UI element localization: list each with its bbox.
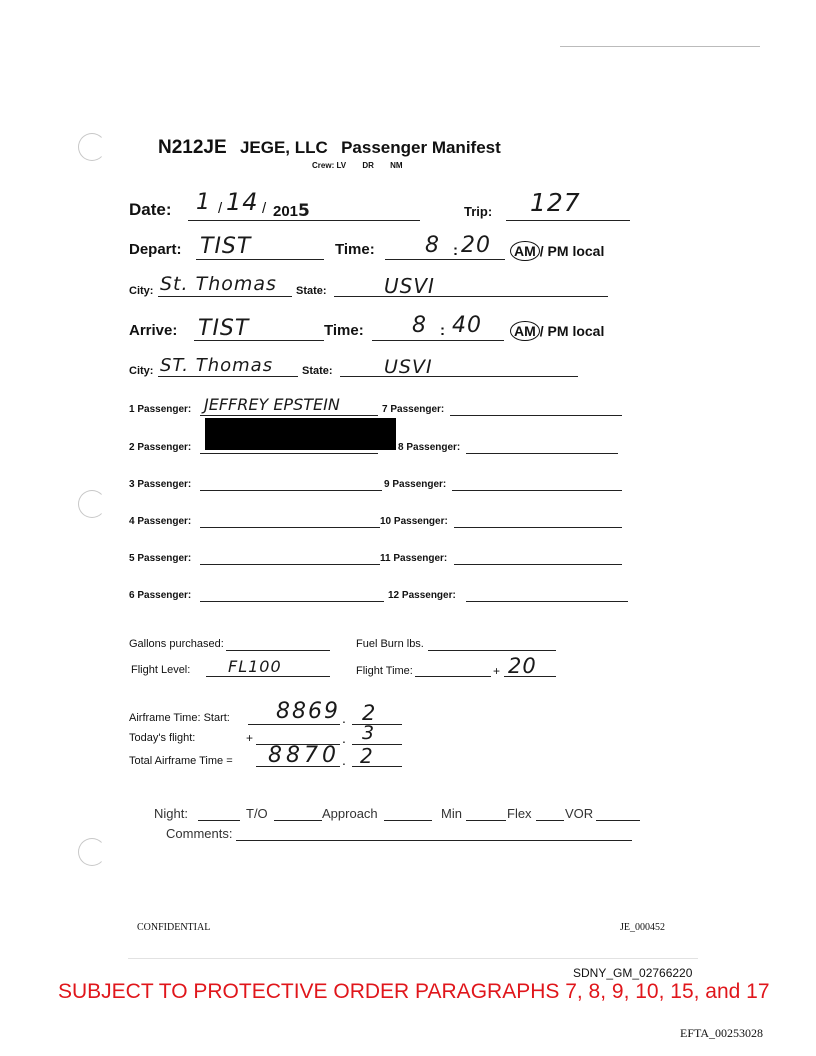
airframe-start-tenth: 2 [362, 701, 377, 725]
today-flight-label: Today's flight: [129, 732, 196, 744]
date-sep-2: / [262, 200, 267, 217]
passenger-12-label: 12 Passenger: [388, 590, 456, 601]
passenger-1-line [200, 415, 378, 416]
depart-airport: TIST [200, 234, 252, 259]
arrive-airport: TIST [198, 316, 250, 341]
airframe-start-label: Airframe Time: Start: [129, 712, 230, 724]
depart-city-line [158, 296, 292, 297]
depart-ampm-rest: / PM local [539, 243, 605, 259]
flight-time-plus: + [493, 664, 501, 678]
crew-member-1: LV [336, 161, 347, 170]
comments-line [236, 840, 632, 841]
passenger-6-line [200, 601, 384, 602]
depart-time-label: Time: [335, 241, 375, 258]
depart-ampm [510, 243, 604, 259]
total-airframe-dot: . [342, 752, 346, 768]
footer-scan-line [128, 958, 698, 959]
depart-city-value: St. Thomas [160, 273, 277, 295]
arrive-ampm-rest: / PM local [539, 323, 605, 339]
date-year [273, 201, 311, 221]
passenger-8-line [466, 453, 618, 454]
crew-label: Crew: [312, 161, 335, 170]
passenger-4-line [200, 527, 380, 528]
date-year-prefix: 201 [273, 203, 299, 220]
trip-label: Trip: [464, 204, 493, 219]
total-airframe-tenth: 2 [360, 744, 374, 768]
sdny-bates-number: SDNY_GM_02766220 [573, 966, 693, 980]
passenger-9-line [452, 490, 622, 491]
night-line [198, 820, 240, 821]
arrive-time-label: Time: [324, 322, 364, 339]
flight-time-line [415, 676, 491, 677]
tail-number: N212JE [158, 137, 227, 158]
passenger-11-label: 11 Passenger: [380, 553, 448, 564]
flight-level-value: FL100 [228, 657, 282, 676]
trip-line [506, 220, 630, 221]
flight-time-label: Flight Time: [356, 665, 413, 677]
airframe-start-dot: . [342, 710, 346, 726]
flight-level-label: Flight Level: [131, 664, 191, 676]
arrive-state-line [340, 376, 578, 377]
scan-top-line [560, 46, 760, 47]
arrive-colon: : [440, 322, 445, 339]
binder-hole-middle [78, 490, 106, 518]
arrive-state-label: State: [302, 365, 333, 377]
depart-city-label: City: [129, 285, 154, 297]
arrive-label: Arrive: [129, 322, 178, 339]
crew-line [312, 161, 403, 170]
depart-am-circled: AM [510, 241, 540, 261]
depart-label: Depart: [129, 241, 182, 258]
flight-level-line [206, 676, 330, 677]
airframe-start-line [248, 724, 340, 725]
fuel-burn-label: Fuel Burn lbs. [356, 638, 424, 650]
comments-label: Comments: [166, 826, 233, 841]
passenger-1-value: JEFFREY EPSTEIN [204, 395, 340, 414]
redaction-box [205, 418, 396, 450]
passenger-3-label: 3 Passenger: [129, 479, 192, 490]
date-day: 14 [226, 188, 259, 216]
arrive-state-value: USVI [384, 356, 433, 378]
depart-state-value: USVI [384, 274, 435, 298]
passenger-9-label: 9 Passenger: [384, 479, 447, 490]
today-flight-dot: . [342, 730, 346, 746]
today-flight-plus: + [246, 731, 254, 745]
depart-state-label: State: [296, 285, 327, 297]
passenger-7-label: 7 Passenger: [382, 404, 445, 415]
crew-member-2: DR [362, 161, 374, 170]
passenger-4-label: 4 Passenger: [129, 516, 192, 527]
protective-order-notice: SUBJECT TO PROTECTIVE ORDER PARAGRAPHS 7, 8, 9, 10, 15, and 17 [58, 980, 770, 1003]
flight-time-value: 20 [508, 654, 537, 678]
confidential-stamp: CONFIDENTIAL [137, 922, 211, 933]
passenger-3-line [200, 490, 382, 491]
date-sep-1: / [218, 200, 223, 217]
depart-state-line [334, 296, 608, 297]
to-label: T/O [246, 806, 268, 821]
gallons-label: Gallons purchased: [129, 638, 224, 650]
arrive-hour: 8 [412, 313, 427, 338]
airframe-start-value: 8869 [276, 699, 340, 724]
manifest-title [158, 137, 501, 159]
passenger-1-label: 1 Passenger: [129, 404, 192, 415]
passenger-5-label: 5 Passenger: [129, 553, 192, 564]
night-label: Night: [154, 806, 188, 821]
depart-colon: : [453, 242, 458, 259]
flex-label: Flex [507, 806, 532, 821]
arrive-time-line [372, 340, 504, 341]
passenger-6-label: 6 Passenger: [129, 590, 192, 601]
passenger-5-line [200, 564, 380, 565]
passenger-10-label: 10 Passenger: [380, 516, 448, 527]
je-bates-number: JE_000452 [620, 922, 665, 933]
date-label: Date: [129, 200, 172, 219]
arrive-city-line [158, 376, 298, 377]
min-line [466, 820, 506, 821]
min-label: Min [441, 806, 462, 821]
total-airframe-value: 8870 [268, 743, 340, 768]
airframe-start-tenth-line [352, 724, 402, 725]
flex-line [536, 820, 564, 821]
passenger-2-label: 2 Passenger: [129, 442, 192, 453]
arrive-city-label: City: [129, 365, 154, 377]
depart-line [196, 259, 324, 260]
date-year-suffix: 5 [298, 201, 311, 221]
passenger-7-line [450, 415, 622, 416]
today-flight-tenth: 3 [362, 722, 376, 744]
vor-label: VOR [565, 806, 594, 821]
trip-value: 127 [530, 188, 581, 217]
binder-hole-bottom [78, 838, 106, 866]
date-month: 1 [196, 190, 211, 215]
fuel-burn-line [428, 650, 556, 651]
depart-minute: 20 [461, 233, 491, 258]
crew-member-3: NM [390, 161, 403, 170]
approach-label: Approach [322, 806, 378, 821]
efta-bates-number: EFTA_00253028 [680, 1026, 764, 1040]
passenger-12-line [466, 601, 628, 602]
passenger-10-line [454, 527, 622, 528]
depart-time-line [385, 259, 505, 260]
binder-hole-top [78, 133, 106, 161]
approach-line [384, 820, 432, 821]
depart-hour: 8 [425, 233, 440, 258]
company-name: JEGE, LLC [239, 138, 328, 157]
to-line [274, 820, 322, 821]
passenger-8-label: 8 Passenger: [398, 442, 461, 453]
passenger-2-line [200, 453, 378, 454]
arrive-minute: 40 [452, 313, 482, 338]
arrive-city-value: ST. Thomas [160, 355, 274, 376]
vor-line [596, 820, 640, 821]
arrive-am-circled: AM [510, 321, 540, 341]
total-airframe-label: Total Airframe Time = [129, 755, 233, 767]
passenger-11-line [454, 564, 622, 565]
arrive-ampm [510, 323, 604, 339]
gallons-line [226, 650, 330, 651]
document-title: Passenger Manifest [341, 138, 501, 157]
